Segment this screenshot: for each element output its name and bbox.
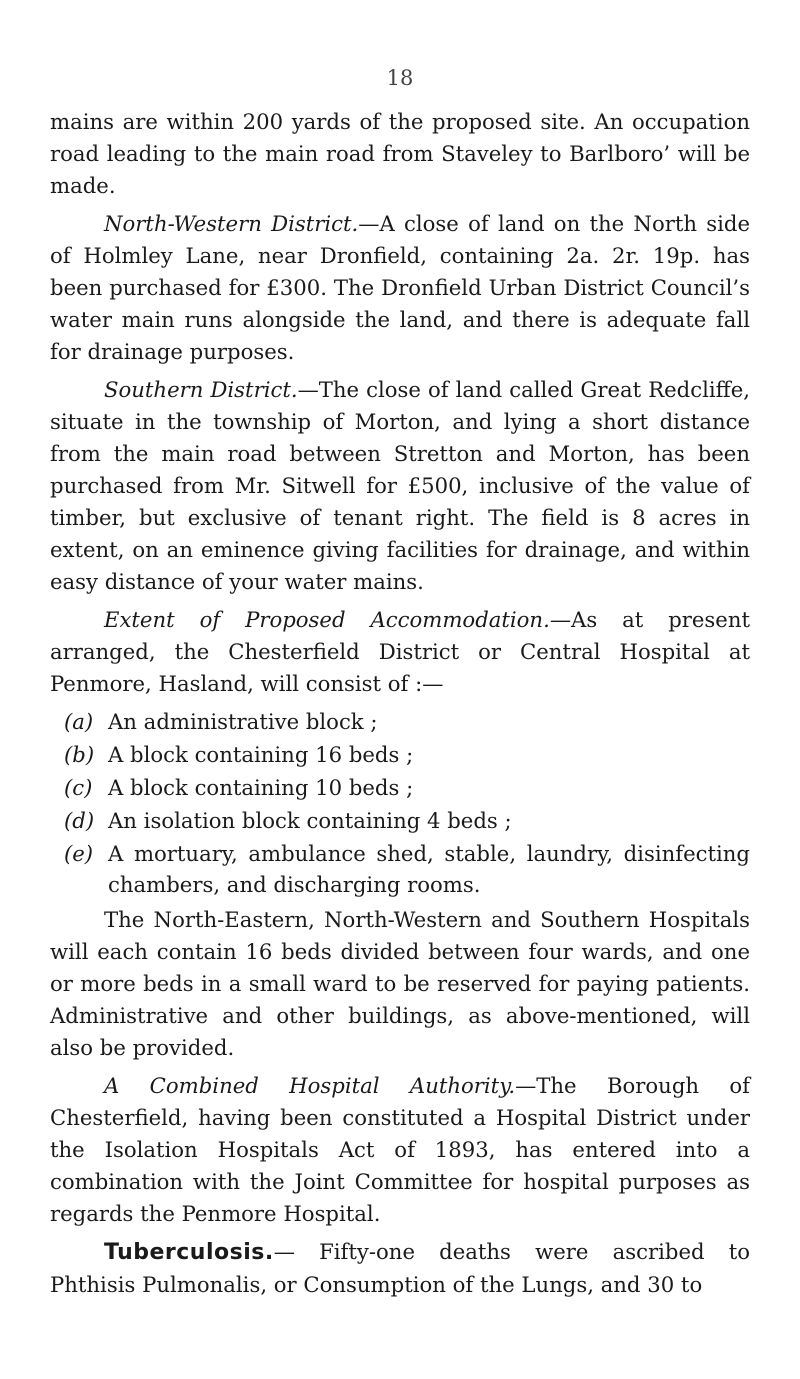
paragraph-extent-accommodation [50, 604, 750, 700]
section-heading-combined-authority: A Combined Hospital Authority. [104, 1073, 516, 1098]
section-heading-tuberculosis: Tuberculosis. [104, 1240, 274, 1265]
list-item-text: A mortuary, ambulance shed, stable, laundry, disinfecting chambers, and discharging rooms. [108, 841, 750, 897]
paragraph-text: —The Borough of Chesterfield, having been constituted a Hospital District under the Isolation Hospitals Act of 1893, has entered into a combination with the Joint Committee for hospital purposes as regards the Penmore Hospital. [50, 1073, 750, 1226]
list-item [64, 739, 750, 770]
paragraph-site-access: mains are within 200 yards of the proposed site. An occupation road leading to the main road from Staveley to Barlboro’ will be made. [50, 109, 750, 198]
paragraph-text: —A close of land on the North side of Holmley Lane, near Dronfield, containing 2a. 2r. 19p. has been purchased for £300. The Dronfield Urban District Council’s water main runs alongside the land, and there is adequate fall for drainage purposes. [50, 211, 750, 364]
paragraph-hospitals-beds: The North-Eastern, North-Western and Southern Hospitals will each contain 16 beds divided between four wards, and one or more beds in a small ward to be reserved for paying patients. Administrative and other buildings, as above-mentioned, will also be provided. [50, 907, 750, 1060]
list-item [64, 838, 750, 900]
list-item-label: (d) [64, 808, 95, 833]
section-heading-north-western: North-Western District. [104, 211, 359, 236]
paragraph-text: —The close of land called Great Redcliffe, situate in the township of Morton, and lying a short distance from the main road between Stretton and Morton, has been purchased from Mr. Sitwell for £500, inclusive of the value of timber, but exclusive of tenant right. The field is 8 acres in extent, on an eminence giving facilities for drainage, and within easy distance of your water mains. [50, 377, 750, 594]
list-item [64, 706, 750, 737]
list-item-label: (c) [64, 775, 93, 800]
list-item-text: An isolation block containing 4 beds ; [108, 808, 512, 833]
section-heading-southern: Southern District. [104, 377, 298, 402]
paragraph-text: — Fifty-one deaths were ascribed to Phthisis Pulmonalis, or Consumption of the Lungs, and 30 to [50, 1239, 750, 1297]
paragraph-text: —As at present arranged, the Chesterfield District or Central Hospital at Penmore, Hasland, will consist of :— [50, 607, 751, 696]
paragraph-southern-district [50, 374, 750, 598]
list-item [64, 772, 750, 803]
page-number: 18 [386, 66, 414, 90]
accommodation-list [50, 706, 750, 900]
list-item-label: (a) [64, 709, 94, 734]
list-item [64, 805, 750, 836]
paragraph-north-western-district [50, 208, 750, 368]
list-item-text: A block containing 10 beds ; [108, 775, 414, 800]
section-heading-extent: Extent of Proposed Accommodation. [104, 607, 550, 632]
list-item-text: A block containing 16 beds ; [108, 742, 414, 767]
list-item-label: (b) [64, 742, 95, 767]
body-text [50, 106, 750, 1307]
list-item-text: An administrative block ; [108, 709, 378, 734]
paragraph-combined-authority [50, 1070, 750, 1230]
list-item-label: (e) [64, 841, 94, 866]
paragraph-tuberculosis [50, 1236, 750, 1301]
